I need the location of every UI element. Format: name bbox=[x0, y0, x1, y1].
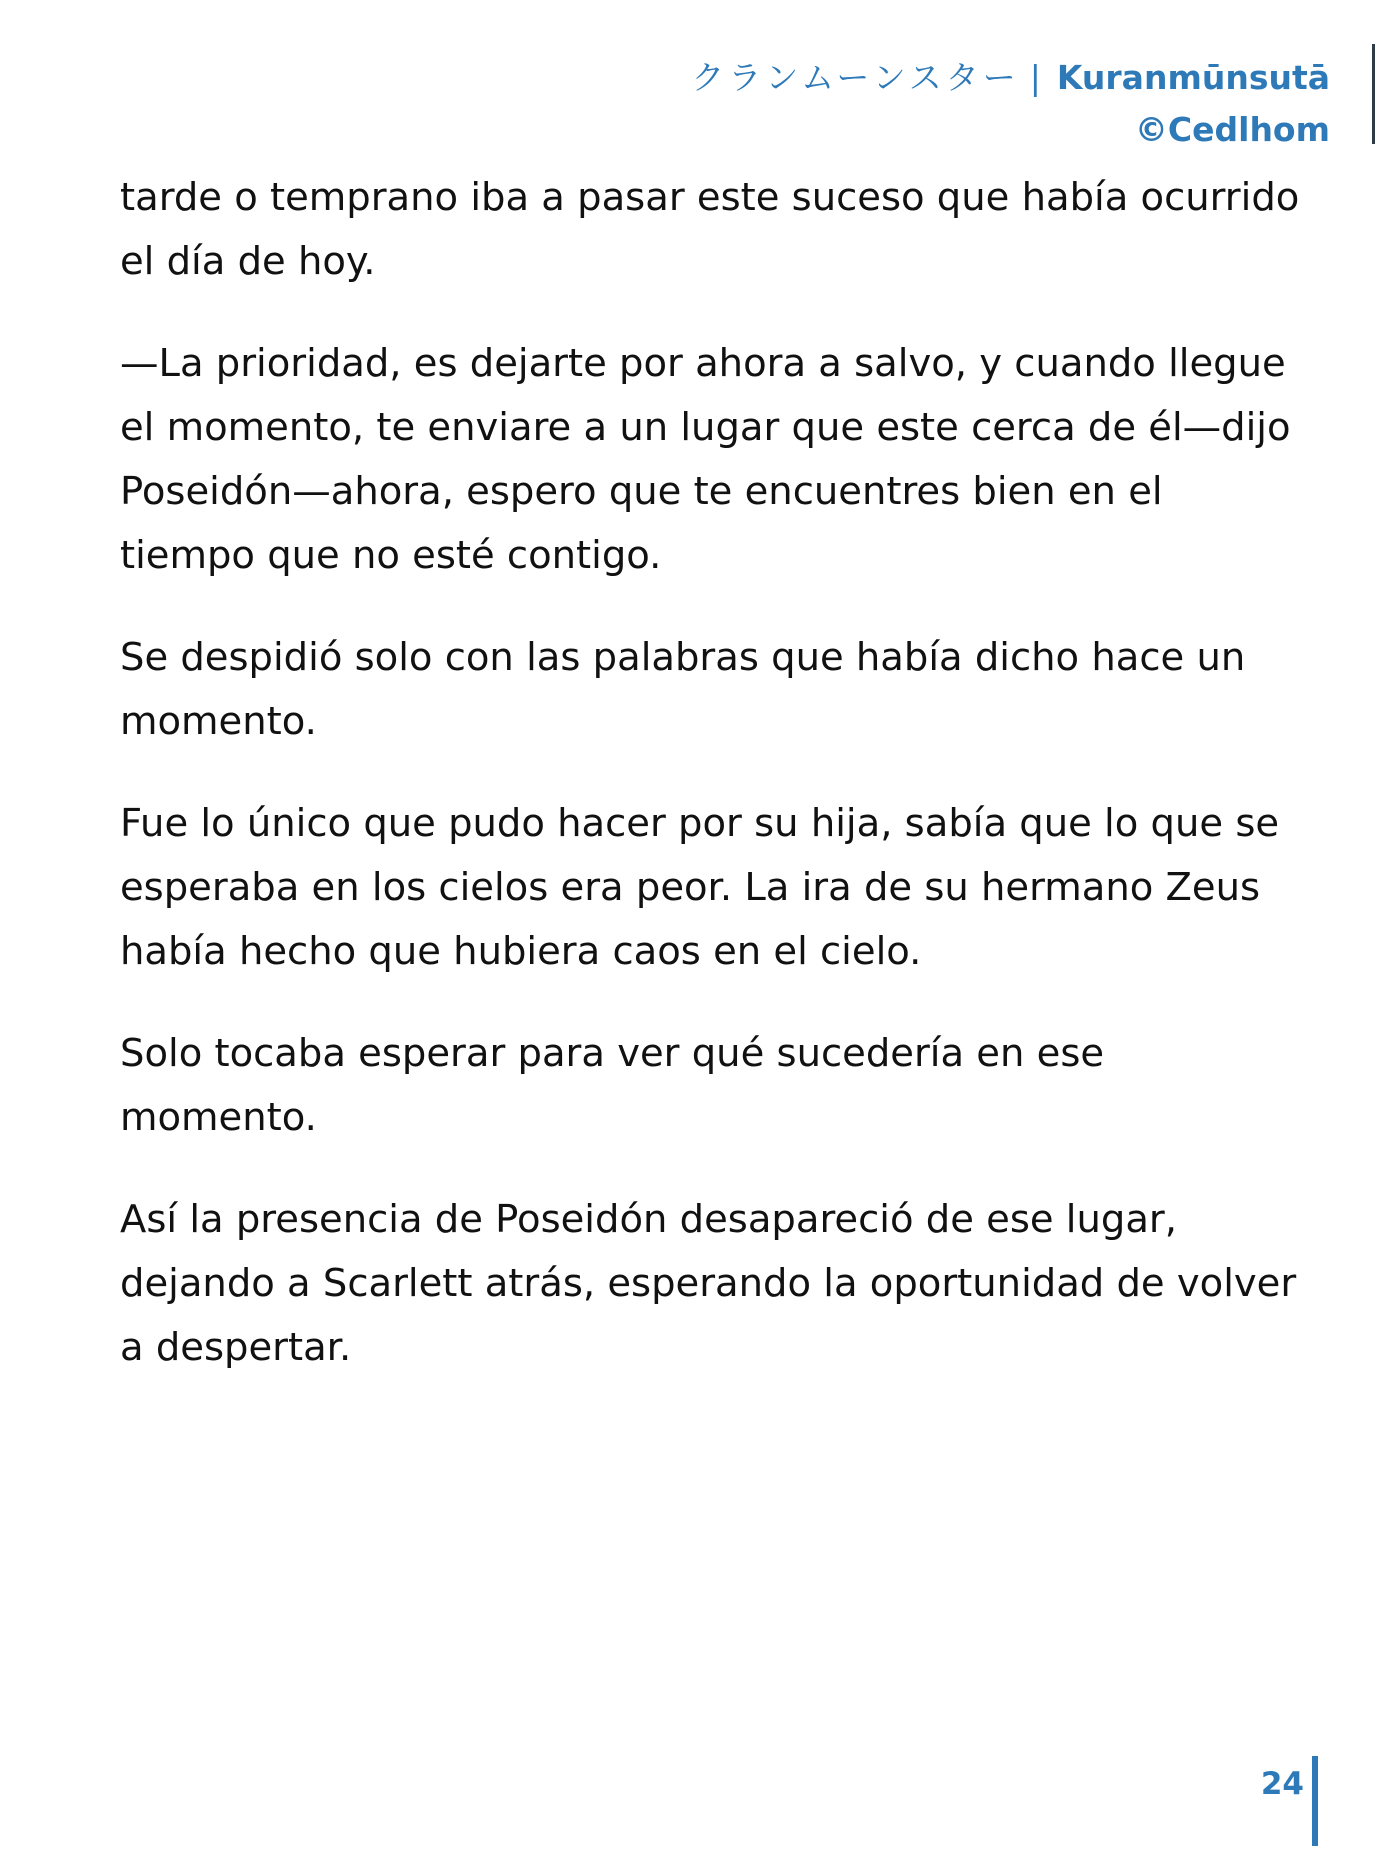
header-copyright: ©Cedlhom bbox=[1134, 110, 1330, 149]
paragraph: Así la presencia de Poseidón desapareció de ese lugar, dejando a Scarlett atrás, esperando la oportunidad de volver a despertar. bbox=[120, 1197, 1297, 1370]
paragraph: Fue lo único que pudo hacer por su hija, sabía que lo que se esperaba en los cielos era peor. La ira de su hermano Zeus había hecho que hubiera caos en el cielo. bbox=[120, 801, 1280, 974]
header-japanese-title: クランムーンスター bbox=[691, 58, 1020, 97]
header-separator: | bbox=[1029, 58, 1041, 97]
header-romanized-title: Kuranmūnsutā bbox=[1056, 58, 1330, 97]
paragraph: —La prioridad, es dejarte por ahora a salvo, y cuando llegue el momento, te enviare a un lugar que este cerca de él—dijo Poseidón—ahora, espero que te encuentres bien en el tiempo que no esté contigo. bbox=[120, 341, 1291, 578]
page-number-divider bbox=[1312, 1756, 1318, 1846]
header-line-1 bbox=[691, 52, 1330, 104]
header-divider bbox=[1372, 44, 1375, 144]
page-number: 24 bbox=[1260, 1766, 1304, 1802]
body-text bbox=[120, 166, 1300, 1418]
page-header bbox=[0, 22, 1400, 149]
paragraph: Se despidió solo con las palabras que había dicho hace un momento. bbox=[120, 635, 1246, 744]
paragraph: Solo tocaba esperar para ver qué sucedería en ese momento. bbox=[120, 1031, 1105, 1140]
header-title-block bbox=[691, 52, 1350, 156]
paragraph: tarde o temprano iba a pasar este suceso que había ocurrido el día de hoy. bbox=[120, 175, 1300, 284]
